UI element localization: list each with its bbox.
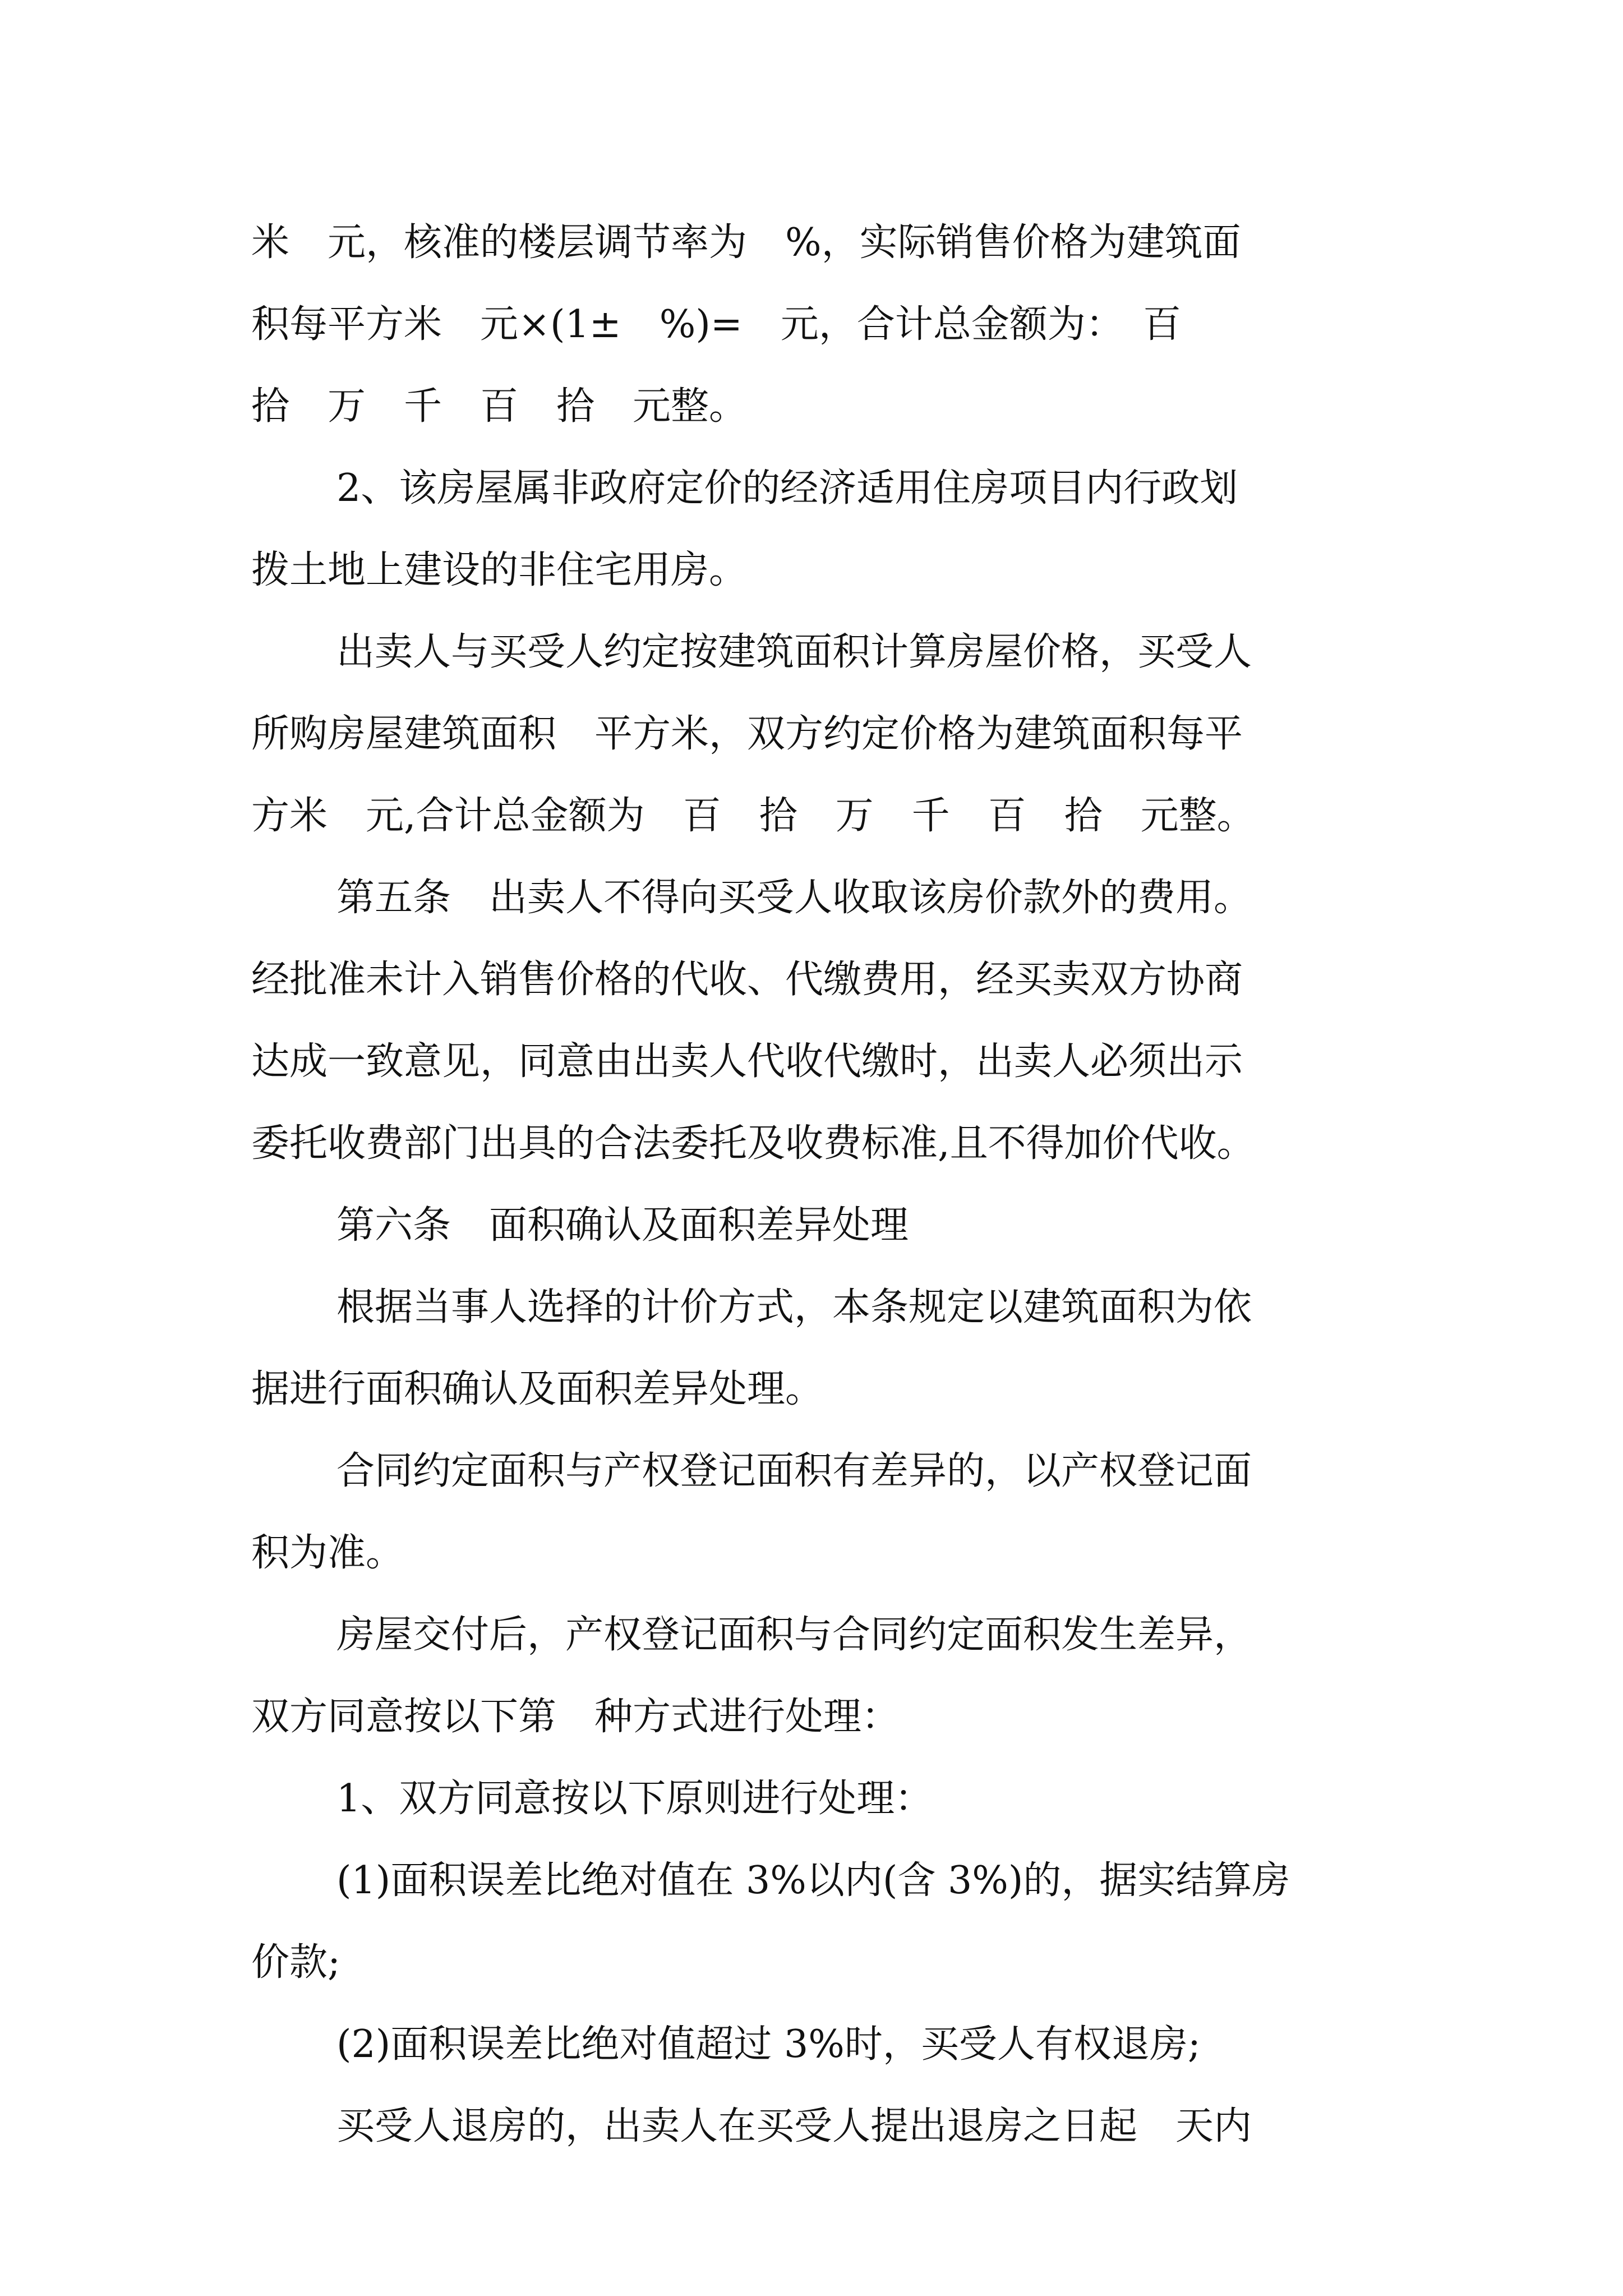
contract-body-text	[251, 202, 1395, 2168]
text-line: 经批准未计入销售价格的代收、代缴费用，经买卖双方协商	[251, 958, 1243, 1002]
text-line: 积为准。	[251, 1531, 404, 1575]
text-line: 买受人退房的，出卖人在买受人提出退房之日起 天内	[336, 2104, 1252, 2148]
text-line: (2)面积误差比绝对值超过 3%时，买受人有权退房;	[336, 2022, 1201, 2067]
text-line: 拾 万 千 百 拾 元整。	[251, 384, 748, 429]
text-line: 达成一致意见，同意由出卖人代收代缴时，出卖人必须出示	[251, 1039, 1243, 1084]
text-line: 所购房屋建筑面积 平方米，双方约定价格为建筑面积每平	[251, 712, 1243, 756]
text-line: 2、该房屋属非政府定价的经济适用住房项目内行政划	[336, 466, 1238, 510]
article-six-heading: 第六条 面积确认及面积差异处理	[336, 1203, 909, 1248]
text-line: 委托收费部门出具的合法委托及收费标准,且不得加价代收。	[251, 1121, 1255, 1166]
text-line: 合同约定面积与产权登记面积有差异的，以产权登记面	[336, 1449, 1252, 1493]
article-five-heading: 第五条 出卖人不得向买受人收取该房价款外的费用。	[336, 876, 1252, 920]
text-line: 积每平方米 元×(1± %)= 元，合计总金额为： 百	[251, 302, 1181, 347]
text-line: (1)面积误差比绝对值在 3%以内(含 3%)的，据实结算房	[336, 1858, 1290, 1903]
text-line: 房屋交付后，产权登记面积与合同约定面积发生差异，	[336, 1613, 1252, 1657]
text-line: 据进行面积确认及面积差异处理。	[251, 1367, 824, 1411]
text-line: 米 元，核准的楼层调节率为 %，实际销售价格为建筑面	[251, 220, 1241, 265]
text-line: 双方同意按以下第 种方式进行处理：	[251, 1695, 900, 1739]
text-line: 出卖人与买受人约定按建筑面积计算房屋价格，买受人	[336, 630, 1252, 674]
text-line: 价款;	[251, 1940, 340, 1985]
text-line: 方米 元,合计总金额为 百 拾 万 千 百 拾 元整。	[251, 794, 1255, 838]
text-line: 根据当事人选择的计价方式，本条规定以建筑面积为依	[336, 1285, 1252, 1329]
text-line: 1、双方同意按以下原则进行处理：	[336, 1777, 933, 1821]
text-line: 拨土地上建设的非住宅用房。	[251, 548, 748, 592]
